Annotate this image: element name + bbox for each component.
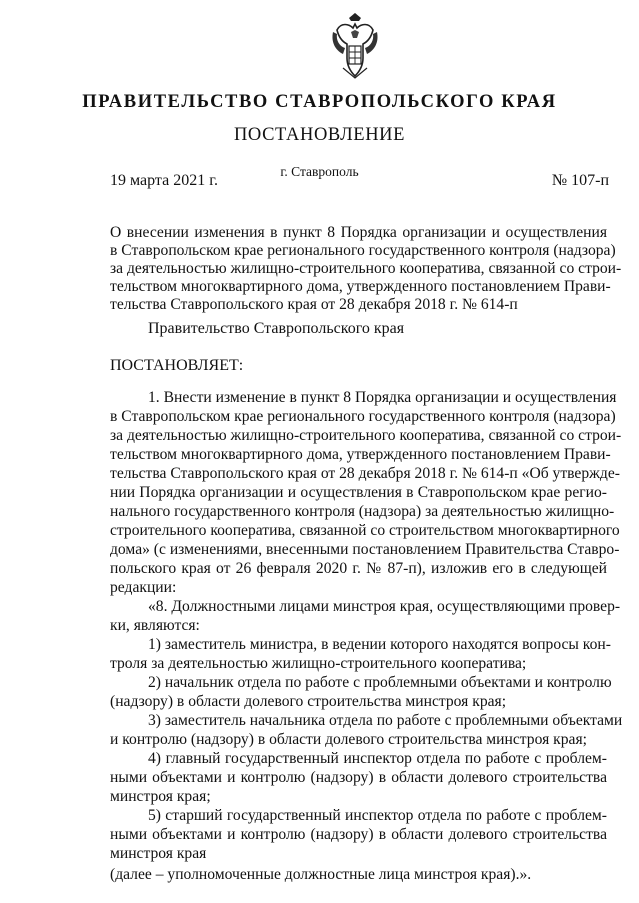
body-line: тельством многоквартирного дома, утвержденного постановлением Прави-	[110, 446, 611, 463]
coat-of-arms-emblem	[329, 12, 381, 80]
body-line: минстроя края	[110, 845, 207, 862]
resolves-heading: ПОСТАНОВЛЯЕТ:	[110, 357, 244, 374]
subject-line: в Ставропольском крае регионального государственного контроля (надзора)	[110, 242, 616, 259]
body-line: за деятельностью жилищно-строительного кооператива, связанной со строи-	[110, 427, 622, 444]
body-line: «8. Должностными лицами минстроя края, осуществляющими провер-	[148, 598, 621, 615]
body-line: польского края от 26 февраля 2020 г. № 87-п), изложив его в следующей	[110, 560, 607, 577]
body-line: и контролю (надзору) в области долевого строительства минстроя края;	[110, 731, 587, 748]
body-line: (далее – уполномоченные должностные лица минстроя края).».	[110, 866, 532, 883]
body-line: 4) главный государственный инспектор отдела по работе с проблем-	[148, 750, 607, 767]
subject-line: за деятельностью жилищно-строительного кооператива, связанной со строи-	[110, 260, 622, 277]
body-line: 2) начальник отдела по работе с проблемными объектами и контролю	[148, 674, 612, 691]
issuer: Правительство Ставропольского края	[148, 320, 405, 337]
document-number: № 107-п	[551, 172, 609, 189]
government-title: ПРАВИТЕЛЬСТВО СТАВРОПОЛЬСКОГО КРАЯ	[82, 92, 557, 112]
body-line: троля за деятельностью жилищно-строительного кооператива;	[110, 655, 527, 672]
body-line: дома» (с изменениями, внесенными постановлением Правительства Ставро-	[110, 541, 620, 558]
document-date: 19 марта 2021 г.	[110, 172, 218, 189]
document-type: ПОСТАНОВЛЕНИЕ	[233, 125, 406, 145]
body-line: нии Порядка организации и осуществления в Ставропольском крае регио-	[110, 484, 607, 501]
body-line: 3) заместитель начальника отдела по работе с проблемными объектами	[148, 712, 623, 729]
body-line: 5) старший государственный инспектор отдела по работе с проблем-	[148, 807, 607, 824]
body-line: редакции:	[110, 579, 177, 596]
subject-line: тельством многоквартирного дома, утвержденного постановлением Прави-	[110, 278, 611, 295]
subject-line: тельства Ставропольского края от 28 декабря 2018 г. № 614-п	[110, 296, 518, 313]
body-line: 1) заместитель министра, в ведении которого находятся вопросы кон-	[148, 636, 611, 653]
body-line: (надзору) в области долевого строительства минстроя края;	[110, 693, 507, 710]
body-line: ными объектами и контролю (надзору) в области долевого строительства	[110, 769, 607, 786]
body-line: минстроя края;	[110, 788, 211, 805]
body-line: нального государственного контроля (надзора) за деятельностью жилищно-	[110, 503, 615, 520]
body-line: строительного кооператива, связанной со строительством многоквартирного	[110, 522, 620, 539]
body-line: 1. Внести изменение в пункт 8 Порядка организации и осуществления	[148, 389, 617, 406]
body-line: ными объектами и контролю (надзору) в области долевого строительства	[110, 826, 607, 843]
body-line: тельства Ставропольского края от 28 декабря 2018 г. № 614-п «Об утвержде-	[110, 465, 620, 482]
city: г. Ставрополь	[280, 164, 359, 179]
body-line: ки, являются:	[110, 617, 200, 634]
subject-line: О внесении изменения в пункт 8 Порядка организации и осуществления	[110, 224, 607, 241]
body-line: в Ставропольском крае регионального государственного контроля (надзора)	[110, 408, 616, 425]
